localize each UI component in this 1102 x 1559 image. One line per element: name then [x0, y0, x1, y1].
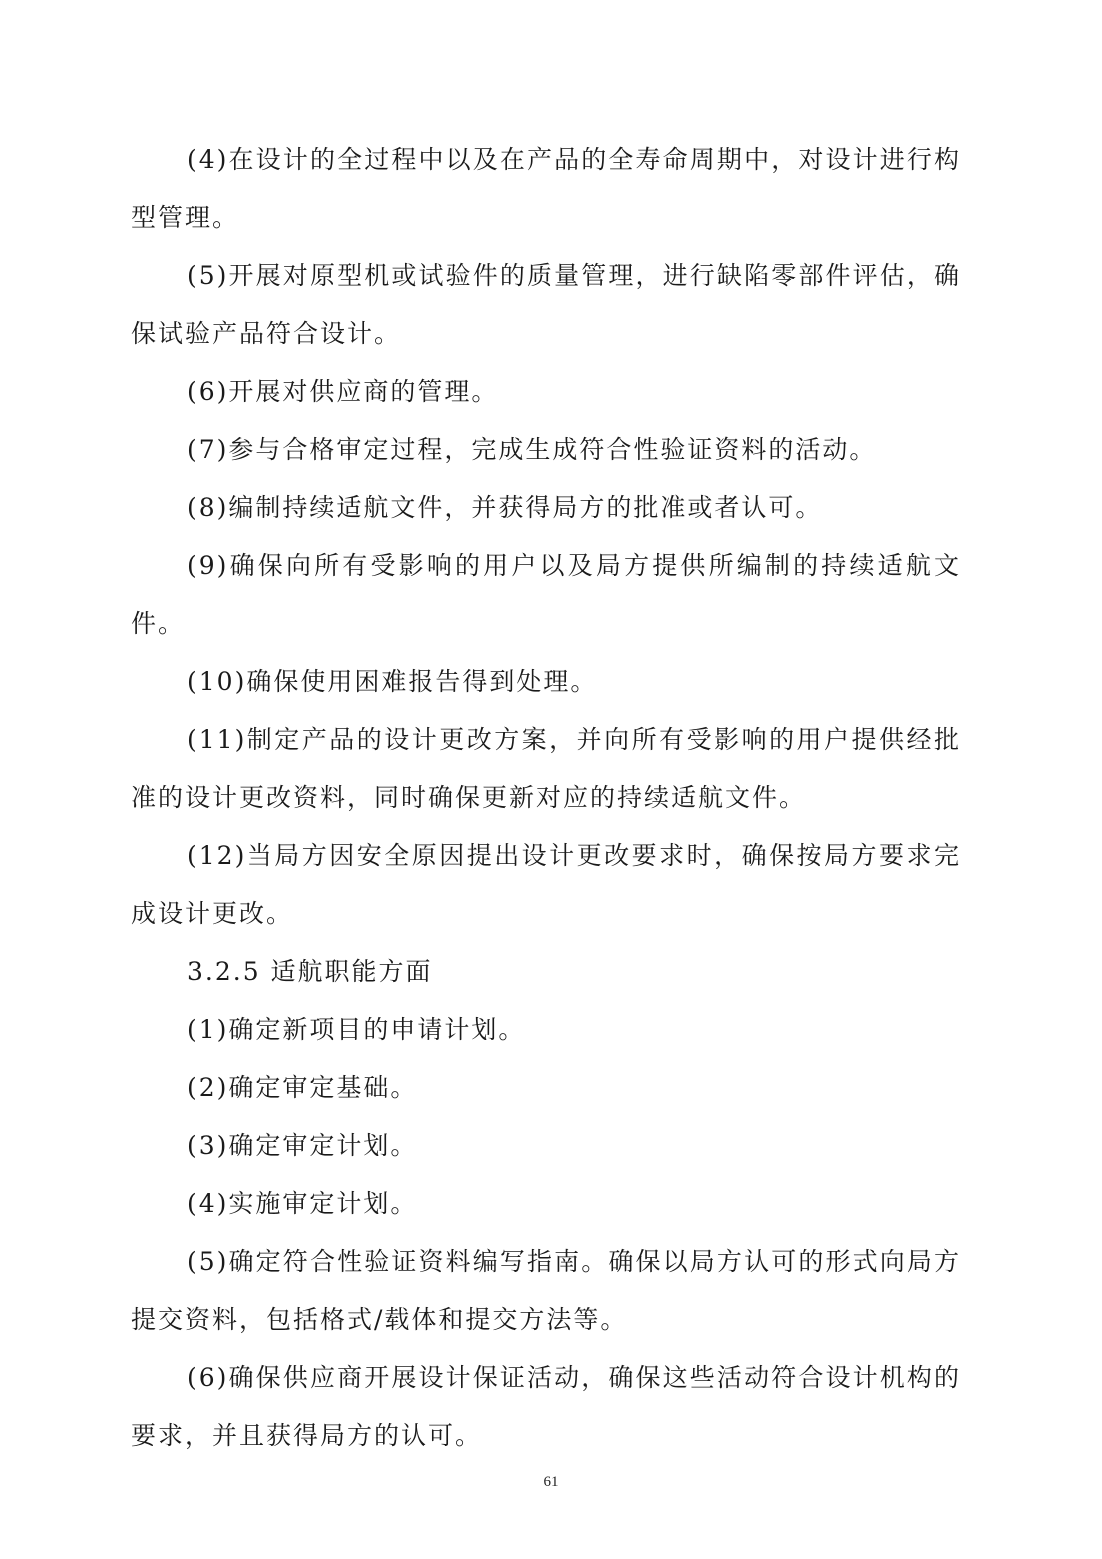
paragraph-item-2: (2)确定审定基础。	[187, 1073, 418, 1102]
paragraph-item-6b: (6)确保供应商开展设计保证活动，确保这些活动符合设计机构的要求，并且获得局方的认可。	[131, 1363, 961, 1450]
page-number: 61	[543, 1474, 559, 1490]
paragraph-item-6: (6)开展对供应商的管理。	[187, 377, 499, 406]
paragraph-item-5: (5)开展对原型机或试验件的质量管理，进行缺陷零部件评估，确保试验产品符合设计。	[131, 261, 961, 348]
document-body	[131, 131, 961, 1465]
paragraph-item-3: (3)确定审定计划。	[187, 1131, 418, 1160]
paragraph-item-7: (7)参与合格审定过程，完成生成符合性验证资料的活动。	[187, 435, 877, 464]
paragraph-item-1: (1)确定新项目的申请计划。	[187, 1015, 526, 1044]
paragraph-item-9: (9)确保向所有受影响的用户以及局方提供所编制的持续适航文件。	[131, 551, 961, 638]
paragraph-item-4: (4)在设计的全过程中以及在产品的全寿命周期中，对设计进行构型管理。	[131, 145, 961, 232]
paragraph-item-8: (8)编制持续适航文件，并获得局方的批准或者认可。	[187, 493, 823, 522]
paragraph-item-11: (11)制定产品的设计更改方案，并向所有受影响的用户提供经批准的设计更改资料，同时确保更新对应的持续适航文件。	[131, 725, 961, 812]
section-heading-3-2-5: 3.2.5 适航职能方面	[187, 957, 433, 986]
paragraph-item-5b: (5)确定符合性验证资料编写指南。确保以局方认可的形式向局方提交资料，包括格式/载体和提交方法等。	[131, 1247, 961, 1334]
paragraph-item-4b: (4)实施审定计划。	[187, 1189, 418, 1218]
paragraph-item-10: (10)确保使用困难报告得到处理。	[187, 667, 598, 696]
paragraph-item-12: (12)当局方因安全原因提出设计更改要求时，确保按局方要求完成设计更改。	[131, 841, 961, 928]
